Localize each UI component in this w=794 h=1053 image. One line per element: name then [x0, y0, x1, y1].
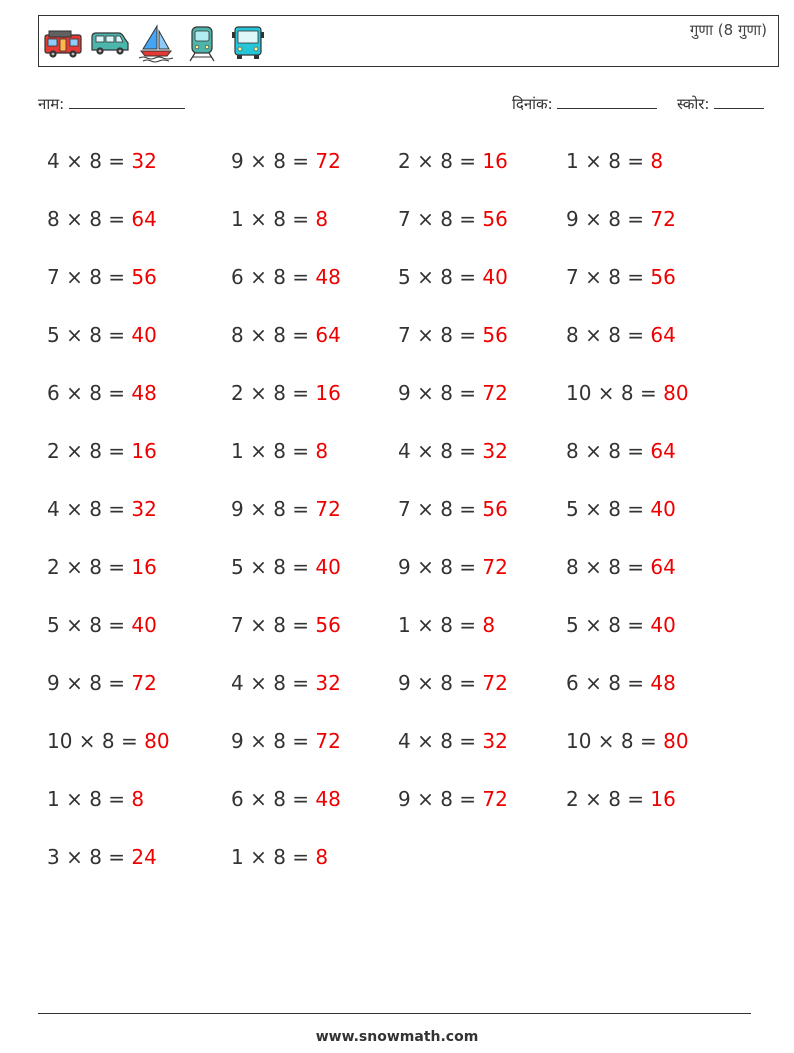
problem-answer: 56: [131, 265, 157, 289]
problem-answer: 16: [131, 439, 157, 463]
problem-expression: 2 × 8 =: [231, 381, 316, 405]
problem-item: [566, 729, 689, 753]
problem-item: [566, 439, 676, 463]
problem-expression: 1 × 8 =: [47, 787, 132, 811]
problem-expression: 7 × 8 =: [398, 323, 483, 347]
problem-expression: 10 × 8 =: [47, 729, 145, 753]
problem-item: [231, 439, 328, 463]
problem-expression: 7 × 8 =: [398, 207, 483, 231]
problem-expression: 8 × 8 =: [566, 555, 651, 579]
problem-item: [47, 265, 157, 289]
problem-answer: 80: [663, 729, 689, 753]
problem-expression: 6 × 8 =: [231, 787, 316, 811]
problem-expression: 1 × 8 =: [231, 207, 316, 231]
problem-answer: 72: [482, 787, 508, 811]
problem-answer: 40: [650, 613, 676, 637]
problem-answer: 8: [315, 845, 329, 869]
problem-expression: 1 × 8 =: [398, 613, 483, 637]
problem-answer: 64: [650, 439, 676, 463]
problem-expression: 1 × 8 =: [231, 845, 316, 869]
problem-expression: 7 × 8 =: [231, 613, 316, 637]
problem-expression: 4 × 8 =: [398, 729, 483, 753]
name-label: नाम:: [38, 95, 65, 113]
problem-expression: 9 × 8 =: [398, 555, 483, 579]
problem-item: [566, 149, 663, 173]
problem-expression: 10 × 8 =: [566, 381, 664, 405]
problem-answer: 16: [482, 149, 508, 173]
date-label: दिनांक:: [512, 95, 553, 113]
problem-answer: 56: [482, 207, 508, 231]
problem-answer: 32: [131, 497, 157, 521]
problem-expression: 9 × 8 =: [398, 787, 483, 811]
problem-answer: 16: [131, 555, 157, 579]
problem-item: [398, 149, 508, 173]
problem-item: [231, 555, 341, 579]
problem-item: [566, 671, 676, 695]
problem-item: [566, 613, 676, 637]
problem-answer: 32: [482, 439, 508, 463]
problem-expression: 1 × 8 =: [231, 439, 316, 463]
problem-expression: 1 × 8 =: [566, 149, 651, 173]
problem-item: [566, 323, 676, 347]
problem-item: [47, 787, 144, 811]
problem-item: [47, 149, 157, 173]
problem-item: [398, 265, 508, 289]
problem-item: [231, 671, 341, 695]
problem-answer: 64: [650, 323, 676, 347]
problem-item: [566, 497, 676, 521]
problem-item: [398, 323, 508, 347]
problem-expression: 4 × 8 =: [47, 497, 132, 521]
problem-item: [47, 207, 157, 231]
problem-expression: 9 × 8 =: [231, 497, 316, 521]
problem-expression: 7 × 8 =: [398, 497, 483, 521]
problem-answer: 48: [315, 787, 341, 811]
problem-answer: 32: [315, 671, 341, 695]
problem-answer: 72: [315, 149, 341, 173]
problem-expression: 10 × 8 =: [566, 729, 664, 753]
problem-expression: 5 × 8 =: [398, 265, 483, 289]
problem-answer: 80: [663, 381, 689, 405]
problem-answer: 8: [315, 439, 329, 463]
problem-expression: 9 × 8 =: [398, 671, 483, 695]
problem-expression: 8 × 8 =: [47, 207, 132, 231]
problem-answer: 32: [131, 149, 157, 173]
problem-item: [231, 787, 341, 811]
problem-answer: 56: [482, 497, 508, 521]
problem-answer: 40: [650, 497, 676, 521]
problem-expression: 2 × 8 =: [47, 439, 132, 463]
problem-answer: 72: [482, 555, 508, 579]
problem-answer: 40: [131, 323, 157, 347]
problem-item: [47, 439, 157, 463]
problem-item: [398, 787, 508, 811]
problem-answer: 48: [131, 381, 157, 405]
problem-answer: 72: [315, 497, 341, 521]
problem-answer: 8: [131, 787, 145, 811]
problem-expression: 4 × 8 =: [47, 149, 132, 173]
problem-expression: 9 × 8 =: [231, 149, 316, 173]
problem-answer: 72: [650, 207, 676, 231]
problem-expression: 6 × 8 =: [231, 265, 316, 289]
problem-item: [231, 613, 341, 637]
problem-expression: 8 × 8 =: [231, 323, 316, 347]
problem-answer: 80: [144, 729, 170, 753]
problem-answer: 8: [650, 149, 664, 173]
problem-expression: 4 × 8 =: [398, 439, 483, 463]
problem-answer: 72: [482, 381, 508, 405]
problem-item: [398, 497, 508, 521]
problem-expression: 9 × 8 =: [398, 381, 483, 405]
problem-item: [398, 439, 508, 463]
problem-answer: 48: [315, 265, 341, 289]
problem-expression: 6 × 8 =: [47, 381, 132, 405]
problem-expression: 6 × 8 =: [566, 671, 651, 695]
problem-item: [231, 149, 341, 173]
problem-answer: 72: [315, 729, 341, 753]
footer-url: www.snowmath.com: [315, 1029, 479, 1045]
problem-item: [398, 671, 508, 695]
problem-expression: 9 × 8 =: [566, 207, 651, 231]
problem-item: [398, 729, 508, 753]
problem-answer: 16: [315, 381, 341, 405]
problem-expression: 9 × 8 =: [47, 671, 132, 695]
problem-answer: 64: [650, 555, 676, 579]
problem-item: [47, 497, 157, 521]
problem-answer: 72: [482, 671, 508, 695]
problem-item: [47, 845, 157, 869]
problem-item: [231, 381, 341, 405]
problem-expression: 5 × 8 =: [566, 613, 651, 637]
problem-item: [231, 207, 328, 231]
problem-expression: 5 × 8 =: [231, 555, 316, 579]
problem-expression: 5 × 8 =: [47, 613, 132, 637]
problem-item: [47, 729, 170, 753]
problem-answer: 8: [315, 207, 329, 231]
problem-expression: 8 × 8 =: [566, 439, 651, 463]
problem-answer: 40: [482, 265, 508, 289]
problem-answer: 56: [315, 613, 341, 637]
problem-item: [231, 729, 341, 753]
score-label: स्कोर:: [677, 95, 710, 113]
problem-item: [231, 497, 341, 521]
problem-item: [566, 555, 676, 579]
problem-expression: 2 × 8 =: [398, 149, 483, 173]
problem-answer: 56: [650, 265, 676, 289]
problem-item: [566, 265, 676, 289]
problem-item: [398, 207, 508, 231]
problem-expression: 2 × 8 =: [47, 555, 132, 579]
problem-item: [566, 787, 676, 811]
problem-answer: 72: [131, 671, 157, 695]
problem-item: [231, 323, 341, 347]
worksheet-title: गुणा (8 गुणा): [689, 21, 767, 39]
problem-expression: 9 × 8 =: [231, 729, 316, 753]
problem-item: [231, 265, 341, 289]
problem-item: [47, 381, 157, 405]
problem-answer: 40: [131, 613, 157, 637]
problem-answer: 56: [482, 323, 508, 347]
problem-answer: 64: [131, 207, 157, 231]
problem-expression: 5 × 8 =: [47, 323, 132, 347]
problem-answer: 32: [482, 729, 508, 753]
problem-expression: 2 × 8 =: [566, 787, 651, 811]
problem-answer: 8: [482, 613, 496, 637]
problem-answer: 16: [650, 787, 676, 811]
problem-item: [398, 613, 495, 637]
problem-item: [566, 207, 676, 231]
problem-expression: 3 × 8 =: [47, 845, 132, 869]
problem-expression: 7 × 8 =: [566, 265, 651, 289]
problem-expression: 5 × 8 =: [566, 497, 651, 521]
problem-item: [398, 381, 508, 405]
problem-answer: 48: [650, 671, 676, 695]
problem-item: [47, 613, 157, 637]
problem-expression: 4 × 8 =: [231, 671, 316, 695]
problem-answer: 24: [131, 845, 157, 869]
problem-item: [566, 381, 689, 405]
problem-item: [231, 845, 328, 869]
problem-item: [398, 555, 508, 579]
problem-answer: 64: [315, 323, 341, 347]
problem-expression: 8 × 8 =: [566, 323, 651, 347]
problem-expression: 7 × 8 =: [47, 265, 132, 289]
problem-answer: 40: [315, 555, 341, 579]
footer-divider: [38, 1013, 751, 1014]
problem-item: [47, 671, 157, 695]
problem-item: [47, 323, 157, 347]
problem-item: [47, 555, 157, 579]
